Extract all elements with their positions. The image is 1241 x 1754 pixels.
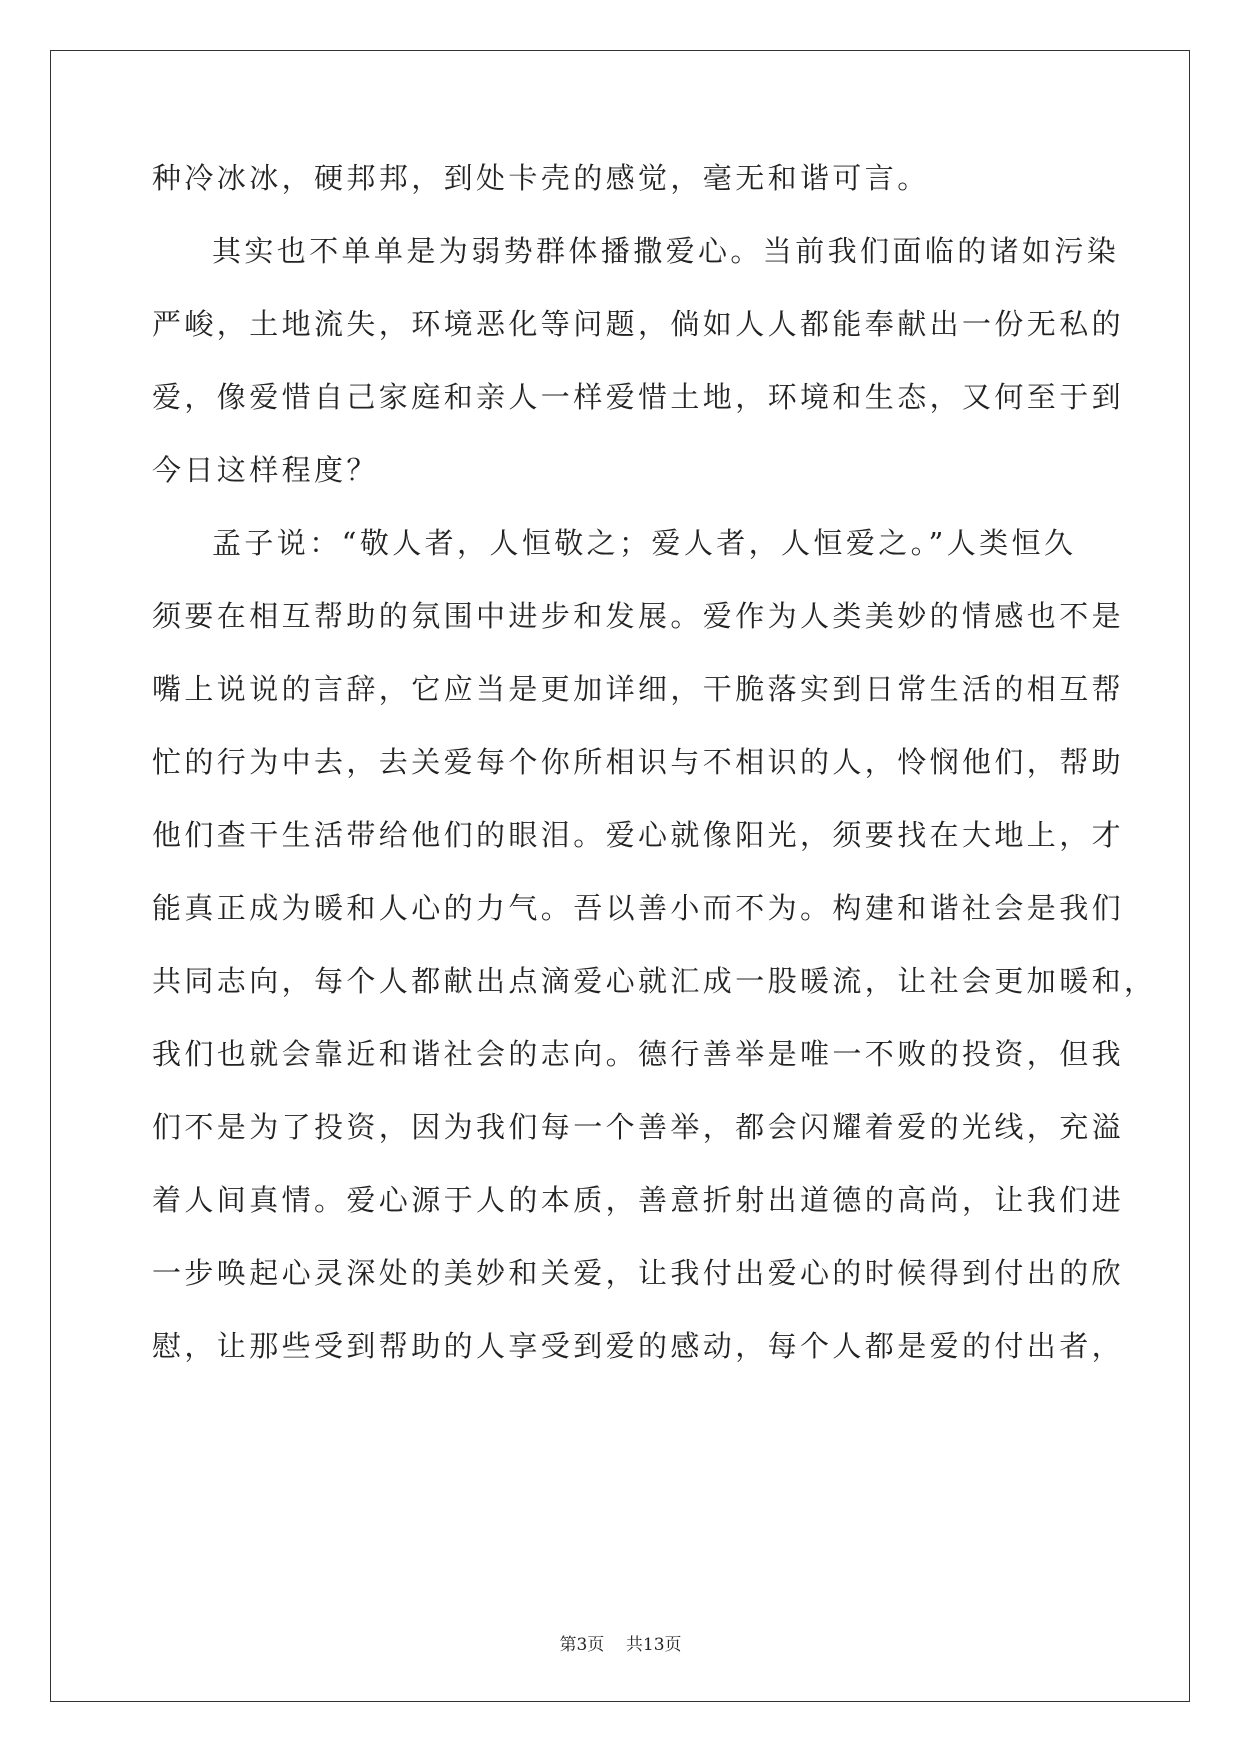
text-line: 共同志向，每个人都献出点滴爱心就汇成一股暖流，让社会更加暖和，: [152, 964, 1157, 998]
text-line: 们不是为了投资，因为我们每一个善举，都会闪耀着爱的光线，充溢: [152, 1110, 1125, 1144]
text-line: 着人间真情。爱心源于人的本质，善意折射出道德的高尚，让我们进: [152, 1183, 1125, 1217]
text-line: 爱，像爱惜自己家庭和亲人一样爱惜土地，环境和生态，又何至于到: [152, 380, 1125, 414]
text-line: 严峻，土地流失，环境恶化等问题，倘如人人都能奉献出一份无私的: [152, 307, 1125, 341]
page-border: [50, 50, 1190, 1702]
text-line: 嘴上说说的言辞，它应当是更加详细，干脆落实到日常生活的相互帮: [152, 672, 1125, 706]
text-line: 孟子说：“敬人者，人恒敬之；爱人者，人恒爱之。”人类恒久: [212, 526, 1077, 560]
total-pages: 共13页: [625, 1635, 682, 1655]
text-line: 其实也不单单是为弱势群体播撒爱心。当前我们面临的诸如污染: [212, 234, 1120, 268]
text-line: 他们查干生活带给他们的眼泪。爱心就像阳光，须要找在大地上，才: [152, 818, 1125, 852]
text-line: 今日这样程度？: [152, 453, 379, 487]
text-line: 须要在相互帮助的氛围中进步和发展。爱作为人类美妙的情感也不是: [152, 599, 1125, 633]
text-line: 忙的行为中去，去关爱每个你所相识与不相识的人，怜悯他们，帮助: [152, 745, 1125, 779]
text-line: 慰，让那些受到帮助的人享受到爱的感动，每个人都是爱的付出者，: [152, 1329, 1125, 1363]
page-number: 第3页: [559, 1635, 605, 1655]
text-line: 一步唤起心灵深处的美妙和关爱，让我付出爱心的时候得到付出的欣: [152, 1256, 1125, 1290]
text-line: 种冷冰冰，硬邦邦，到处卡壳的感觉，毫无和谐可言。: [152, 161, 930, 195]
text-line: 我们也就会靠近和谐社会的志向。德行善举是唯一不败的投资，但我: [152, 1037, 1125, 1071]
text-line: 能真正成为暖和人心的力气。吾以善小而不为。构建和谐社会是我们: [152, 891, 1125, 925]
page-footer: [0, 1630, 1241, 1655]
